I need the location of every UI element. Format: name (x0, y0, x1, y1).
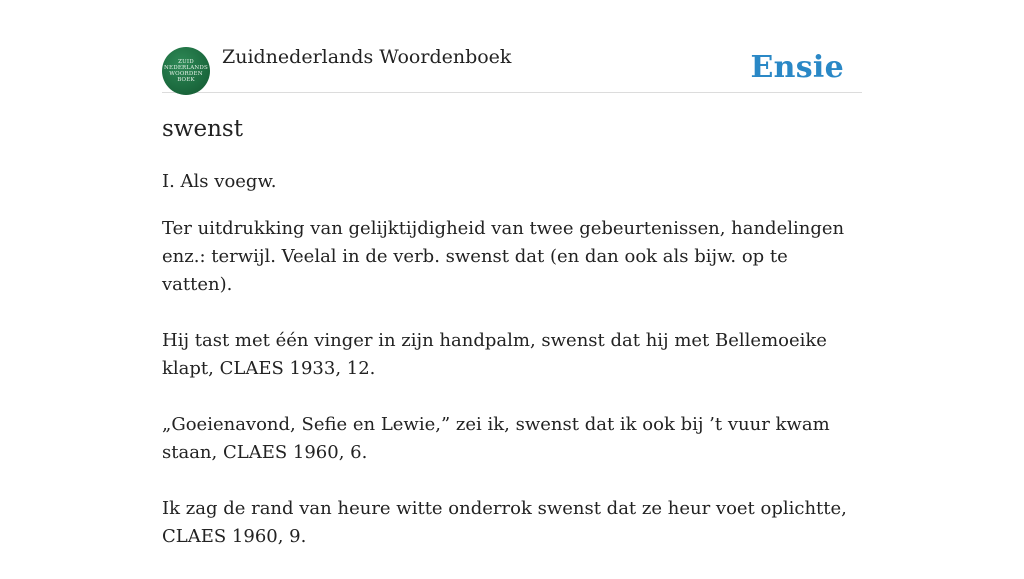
dictionary-title[interactable]: Zuidnederlands Woordenboek (222, 46, 512, 68)
header (162, 0, 862, 93)
entry-content (162, 168, 862, 579)
sense-label: I. Als voegw. (162, 171, 277, 192)
definition-text: Ter uitdrukking van gelijktijdigheid van twee gebeurtenissen, handelingen enz.: terwijl. Veelal in de verb. swenst dat (en dan ook als bijw. op te vatten). (162, 218, 845, 295)
logo-text-line-4: BOEK (177, 77, 195, 83)
logo-text-line-1: ZUID (178, 59, 194, 65)
example-quote: Ik zag de rand van heure witte onderrok swenst dat ze heur voet oplichtte, CLAES 1960, 9. (162, 498, 847, 547)
logo-text-line-2: NEDERLANDS (163, 65, 208, 71)
logo-text-line-3: WOORDEN (169, 71, 203, 77)
dictionary-logo-icon[interactable] (162, 47, 210, 95)
article-container (162, 0, 862, 547)
page-title: swenst (162, 116, 243, 142)
example-quote: „Goeienavond, Sefie en Lewie,” zei ik, swenst dat ik ook bij ’t vuur kwam staan, CLAES 1960, 6. (162, 414, 830, 463)
example-quote: Hij tast met één vinger in zijn handpalm, swenst dat hij met Bellemoeike klapt, CLAES 1933, 12. (162, 330, 827, 379)
ensie-brand-link[interactable]: Ensie (750, 50, 844, 85)
